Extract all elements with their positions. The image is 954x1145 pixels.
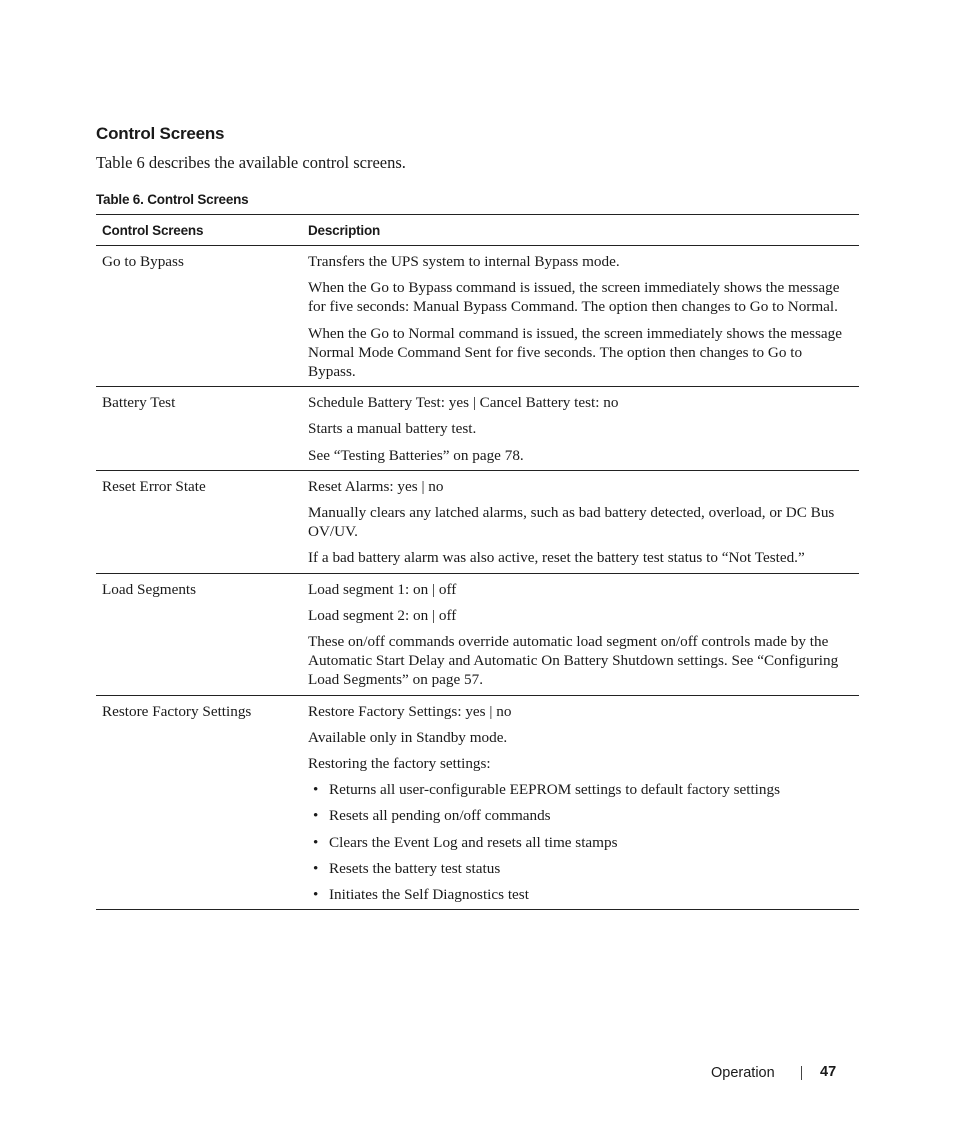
- list-item: [308, 885, 853, 904]
- control-screen-description: [302, 470, 859, 573]
- description-paragraph: Load segment 1: on | off: [308, 580, 457, 598]
- footer-section-name: Operation: [711, 1065, 775, 1081]
- bullet-icon: •: [313, 833, 319, 851]
- control-screen-name: Restore Factory Settings: [102, 702, 252, 720]
- description-paragraph: Restoring the factory settings:: [308, 755, 491, 773]
- list-item: [308, 859, 853, 878]
- column-header-description: Description: [308, 222, 381, 238]
- list-item-text: Clears the Event Log and resets all time stamps: [329, 833, 618, 851]
- table-row: [96, 470, 859, 573]
- table-header-row: [96, 215, 859, 246]
- table-row: [96, 246, 859, 387]
- table-body: [96, 246, 859, 910]
- table-header: [96, 215, 859, 246]
- control-screen-description: [302, 573, 859, 695]
- description-paragraph: Load segment 2: on | off: [308, 606, 457, 624]
- description-paragraph: When the Go to Bypass command is issued, the screen immediately shows the message for five seconds: Manual Bypass Command. The option then changes to Go to Normal.: [308, 279, 840, 316]
- table-row: [96, 573, 859, 695]
- list-item: [308, 833, 853, 852]
- page-number: 47: [820, 1064, 837, 1080]
- bullet-list: [308, 780, 853, 904]
- footer-divider: [801, 1066, 802, 1080]
- intro-paragraph: Table 6 describes the available control screens.: [96, 153, 406, 172]
- control-screen-name: Load Segments: [102, 580, 197, 598]
- bullet-icon: •: [313, 807, 319, 825]
- control-screen-name: Go to Bypass: [102, 253, 184, 270]
- list-item-text: Initiates the Self Diagnostics test: [329, 886, 529, 904]
- list-item-text: Returns all user-configurable EEPROM settings to default factory settings: [329, 781, 781, 799]
- description-paragraph: When the Go to Normal command is issued, the screen immediately shows the message Normal Mode Command Sent for five seconds. The option then changes to Go to Bypass.: [308, 324, 842, 381]
- list-item-text: Resets the battery test status: [329, 859, 501, 877]
- table-row: [96, 387, 859, 471]
- control-screen-name: Battery Test: [102, 394, 176, 412]
- bullet-icon: •: [313, 781, 319, 799]
- description-paragraph: Available only in Standby mode.: [308, 728, 508, 746]
- column-header-control-screens: Control Screens: [102, 222, 204, 238]
- page-footer: [711, 1064, 851, 1084]
- control-screen-name: Reset Error State: [102, 477, 206, 495]
- bullet-icon: •: [313, 859, 319, 877]
- description-paragraph: Manually clears any latched alarms, such as bad battery detected, overload, or DC Bus OV/UV.: [308, 504, 835, 541]
- description-paragraph: See “Testing Batteries” on page 78.: [308, 446, 524, 464]
- list-item-text: Resets all pending on/off commands: [329, 807, 551, 825]
- table-caption: Table 6. Control Screens: [96, 192, 249, 207]
- description-paragraph: Starts a manual battery test.: [308, 420, 477, 438]
- description-paragraph: Transfers the UPS system to internal Bypass mode.: [308, 253, 620, 270]
- description-paragraph: If a bad battery alarm was also active, reset the battery test status to “Not Tested.”: [308, 549, 805, 567]
- table-row: [96, 695, 859, 910]
- bullet-icon: •: [313, 886, 319, 904]
- control-screen-description: [302, 246, 859, 387]
- list-item: [308, 806, 853, 825]
- control-screen-description: [302, 695, 859, 910]
- control-screen-description: [302, 387, 859, 471]
- control-screens-table: [96, 214, 859, 910]
- description-paragraph: Restore Factory Settings: yes | no: [308, 702, 512, 720]
- section-title: Control Screens: [96, 124, 225, 143]
- list-item: [308, 780, 853, 799]
- description-paragraph: Reset Alarms: yes | no: [308, 477, 444, 495]
- description-paragraph: Schedule Battery Test: yes | Cancel Battery test: no: [308, 394, 619, 412]
- description-paragraph: These on/off commands override automatic load segment on/off controls made by the Automatic Start Delay and Automatic On Battery Shutdown settings. See “Configuring Load Segments” on page 57.: [308, 633, 839, 689]
